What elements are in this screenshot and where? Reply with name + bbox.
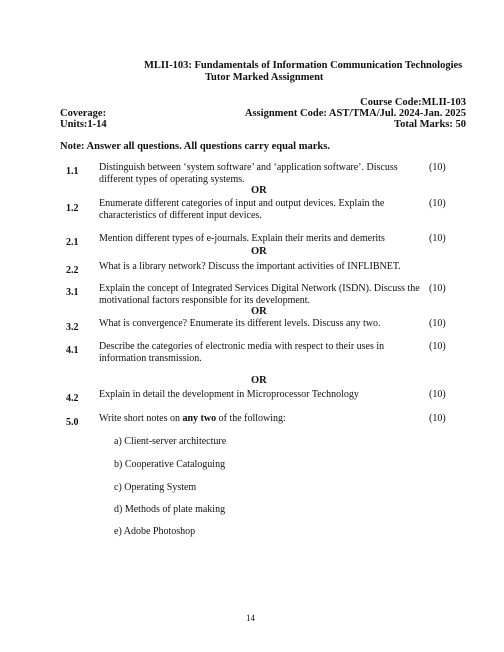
question-text-post: of the following:: [216, 413, 286, 424]
instructions-note: Note: Answer all questions. All questions carry equal marks.: [60, 141, 330, 152]
or-separator: OR: [251, 375, 267, 386]
question-text: [99, 198, 429, 221]
question-text: [99, 162, 429, 185]
question-marks: (10): [429, 389, 446, 400]
question-marks: (10): [429, 198, 446, 209]
units-label: Units:1-14: [60, 119, 107, 130]
or-separator: OR: [251, 185, 267, 196]
question-text-pre: Write short notes on: [99, 413, 183, 424]
question-marks: (10): [429, 162, 446, 173]
question-marks: (10): [429, 318, 446, 329]
coverage-label: Coverage:: [60, 108, 107, 119]
question-number: 3.2: [66, 322, 79, 333]
question-text: What is convergence? Enumerate its different levels. Discuss any two.: [99, 318, 381, 329]
total-marks: Total Marks: 50: [394, 119, 466, 130]
assignment-code: Assignment Code: AST/TMA/Jul. 2024-Jan. 2025: [244, 108, 466, 119]
question-line: Distinguish between ‘system software’ and ‘application software’. Discuss: [99, 162, 398, 173]
question-number: 4.1: [66, 345, 79, 356]
question-line: motivational factors responsible for its development.: [99, 294, 311, 306]
question-text: [99, 341, 429, 364]
question-marks: (10): [429, 233, 446, 244]
question-number: 1.1: [66, 166, 79, 177]
question-number: 3.1: [66, 287, 79, 298]
question-marks: (10): [429, 341, 446, 352]
question-line: Enumerate different categories of input and output devices. Explain the: [99, 198, 385, 209]
question-line: Describe the categories of electronic media with respect to their uses in: [99, 341, 385, 352]
question-marks: (10): [429, 413, 446, 424]
question-number: 4.2: [66, 393, 79, 404]
question-number: 5.0: [66, 417, 79, 428]
question-number: 2.1: [66, 237, 79, 248]
document-title: MLII-103: Fundamentals of Information Communication Technologies: [144, 60, 463, 71]
question-line: different types of operating systems.: [99, 173, 245, 185]
question-text: [99, 413, 429, 425]
question-text: [99, 283, 429, 306]
question-line: characteristics of different input devices.: [99, 209, 262, 221]
question-line: Explain the concept of Integrated Services Digital Network (ISDN). Discuss the: [99, 283, 420, 294]
question-text: Explain in detail the development in Microprocessor Technology: [99, 389, 359, 400]
short-note-item: c) Operating System: [114, 482, 197, 493]
question-text-emphasis: any two: [182, 413, 217, 424]
question-line: information transmission.: [99, 352, 202, 364]
page-number: 14: [246, 613, 255, 623]
short-note-item: e) Adobe Photoshop: [114, 526, 196, 537]
question-number: 1.2: [66, 203, 79, 214]
short-note-item: b) Cooperative Cataloguing: [114, 459, 226, 470]
question-marks: (10): [429, 283, 446, 294]
course-code: Course Code:MLII-103: [360, 97, 466, 108]
or-separator: OR: [251, 306, 267, 317]
question-number: 2.2: [66, 265, 79, 276]
question-text: Mention different types of e-journals. Explain their merits and demerits: [99, 233, 385, 244]
question-text: What is a library network? Discuss the important activities of INFLIBNET.: [99, 261, 401, 272]
short-note-item: d) Methods of plate making: [114, 504, 226, 515]
or-separator: OR: [251, 246, 267, 257]
short-note-item: a) Client-server architecture: [114, 436, 227, 447]
document-subtitle: Tutor Marked Assignment: [205, 72, 324, 83]
